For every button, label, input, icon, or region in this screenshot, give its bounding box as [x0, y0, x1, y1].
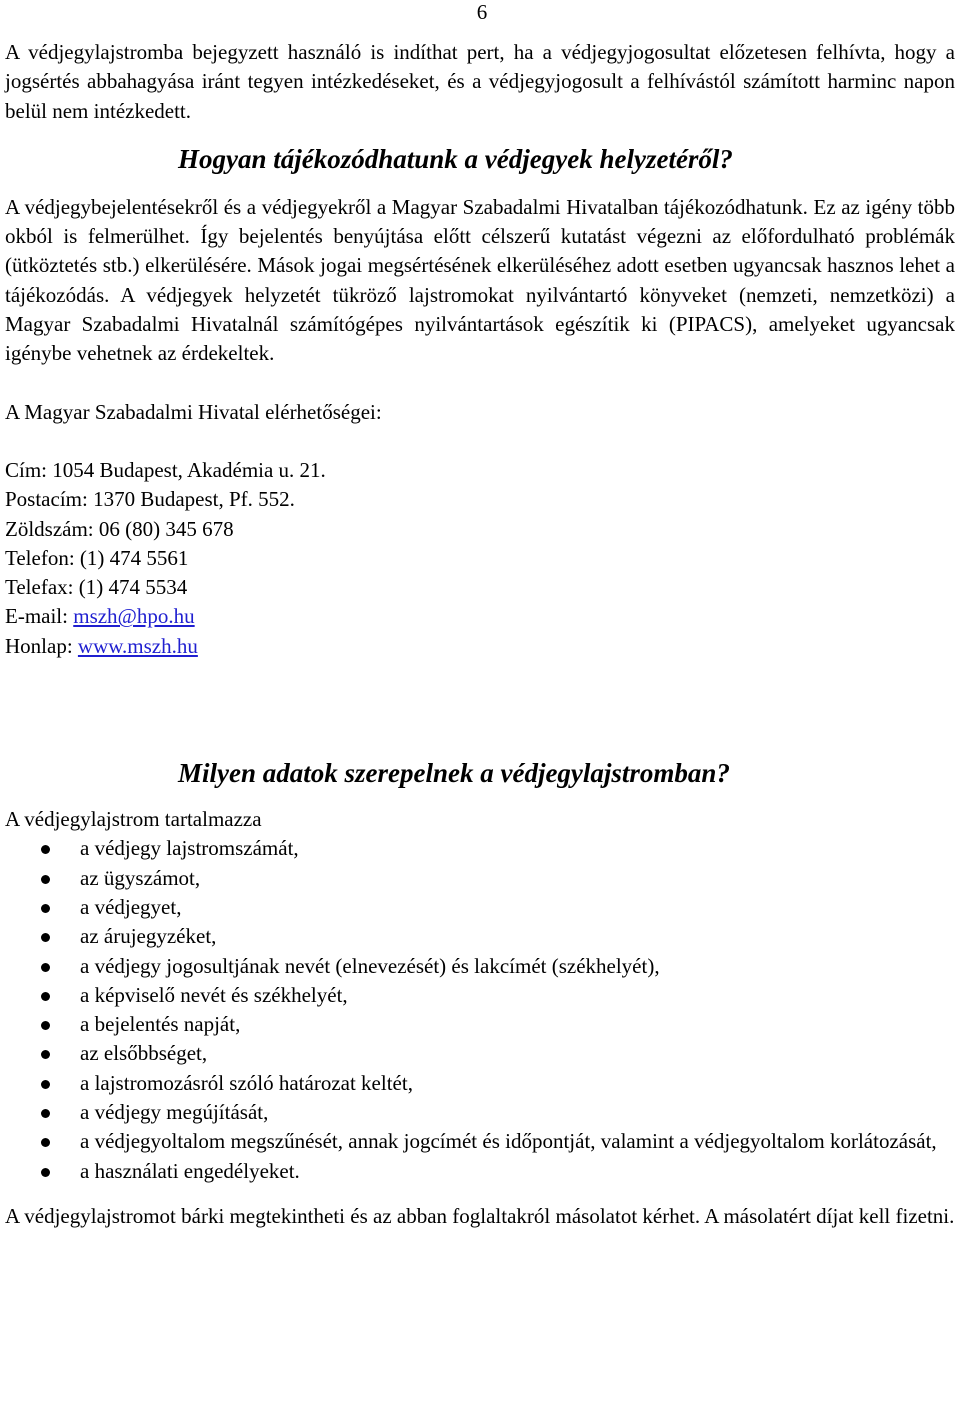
contact-email-line — [5, 602, 955, 631]
email-link[interactable]: mszh@hpo.hu — [73, 604, 195, 629]
contact-green-number: Zöldszám: 06 (80) 345 678 — [5, 516, 234, 541]
paragraph-closing: A védjegylajstromot bárki megtekintheti és az abban foglaltakról másolatot kérhet. A másolatért díjat kell fizetni. — [5, 1203, 955, 1228]
paragraph-info: A védjegybejelentésekről és a védjegyekről a Magyar Szabadalmi Hivatalban tájékozódhatunk. Ez az igény több okból is felmerülhet. Így bejelentés benyújtása előtt célszerű kutatást végezni az előfordulható problémák (ütköztetés stb.) elkerülésére. Mások jogai megsértésének elkerüléséhez adott esetben ugyancsak hasznos lehet a tájékozódás. A védjegyek helyzetét tükröző lajstromokat nyilvántartó könyveket (nemzeti, nemzetközi) a Magyar Szabadalmi Hivatalnál számítógépes nyilvántartások egészítik ki (PIPACS), amelyeket ugyancsak igénybe vehetnek az érdekeltek. — [5, 194, 955, 366]
list-item: az elsőbbséget, — [5, 1039, 955, 1068]
bullet-icon — [41, 992, 50, 1001]
bullet-icon — [41, 1080, 50, 1089]
bullet-icon — [41, 1021, 50, 1030]
paragraph-register-intro: A védjegylajstrom tartalmazza — [5, 807, 262, 832]
list-item: a védjegy lajstromszámát, — [5, 834, 955, 863]
contact-email-label: E-mail: — [5, 604, 74, 629]
website-link[interactable]: www.mszh.hu — [77, 633, 198, 658]
list-item: a lajstromozásról szóló határozat keltét, — [5, 1069, 955, 1098]
bullet-icon — [41, 1138, 50, 1147]
register-items-list — [5, 834, 955, 1186]
list-item: az ügyszámot, — [5, 864, 955, 893]
list-item: az árujegyzéket, — [5, 922, 955, 951]
bullet-icon — [41, 1109, 50, 1118]
contact-website-label: Honlap: — [5, 633, 78, 658]
contact-fax: Telefax: (1) 474 5534 — [5, 575, 188, 600]
heading-register: Milyen adatok szerepelnek a védjegylajstromban? — [178, 758, 730, 789]
list-item: a védjegy megújítását, — [5, 1098, 955, 1127]
page-number: 6 — [476, 0, 488, 24]
list-item: a bejelentés napját, — [5, 1010, 955, 1039]
list-item: a védjegy jogosultjának nevét (elnevezését) és lakcímét (székhelyét), — [5, 952, 955, 981]
contact-website-line — [5, 632, 955, 661]
list-item: a védjegyoltalom megszűnését, annak jogcímét és időpontját, valamint a védjegyoltalom korlátozását, — [5, 1127, 955, 1156]
contact-address: Cím: 1054 Budapest, Akadémia u. 21. — [5, 457, 326, 482]
bullet-icon — [41, 1168, 50, 1177]
contact-postal: Postacím: 1370 Budapest, Pf. 552. — [5, 487, 295, 512]
paragraph-intro: A védjegylajstromba bejegyzett használó is indíthat pert, ha a védjegyjogosultat előzetesen felhívta, hogy a jogsértés abbahagyása iránt tegyen intézkedéseket, és a védjegyjogosult a felhívástól számított harminc napon belül nem intézkedett. — [5, 40, 955, 123]
list-item: a védjegyet, — [5, 893, 955, 922]
list-item: a képviselő nevét és székhelyét, — [5, 981, 955, 1010]
bullet-icon — [41, 1050, 50, 1059]
paragraph-contact-intro: A Magyar Szabadalmi Hivatal elérhetőségei: — [5, 399, 382, 424]
bullet-icon — [41, 963, 50, 972]
contact-phone: Telefon: (1) 474 5561 — [5, 545, 189, 570]
bullet-icon — [41, 933, 50, 942]
bullet-icon — [41, 904, 50, 913]
contact-block — [5, 456, 955, 661]
list-item: a használati engedélyeket. — [5, 1157, 955, 1186]
heading-status: Hogyan tájékozódhatunk a védjegyek helyzetéről? — [178, 143, 733, 174]
bullet-icon — [41, 875, 50, 884]
bullet-icon — [41, 845, 50, 854]
document-body — [5, 38, 955, 1231]
